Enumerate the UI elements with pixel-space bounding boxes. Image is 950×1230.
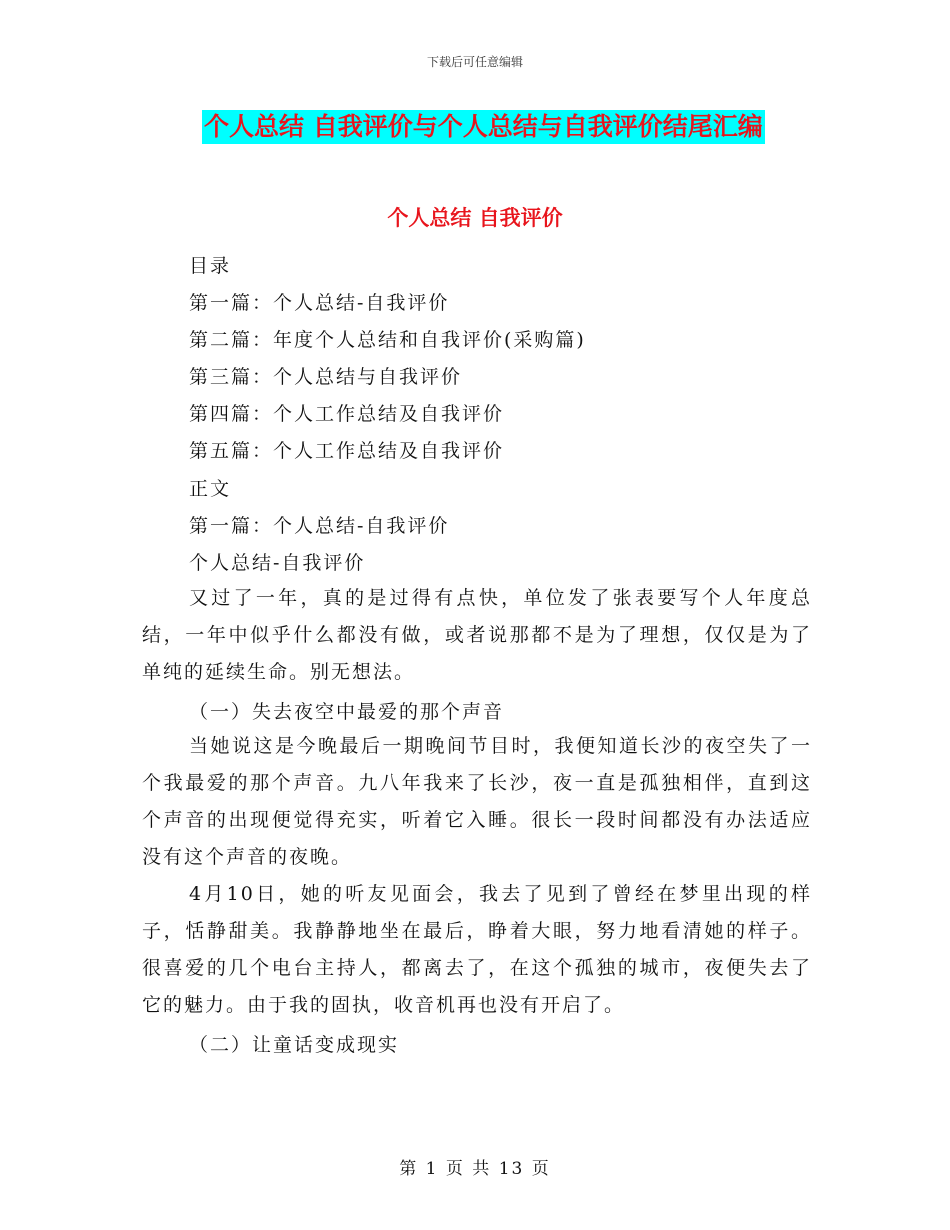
paragraph: 又过了一年，真的是过得有点快，单位发了张表要写个人年度总结，一年中似乎什么都没有做，或者说那都不是为了理想，仅仅是为了单纯的延续生命。别无想法。: [142, 587, 812, 683]
toc-item: 第四篇：个人工作总结及自我评价: [189, 403, 505, 425]
paragraph: 当她说这是今晚最后一期晚间节目时，我便知道长沙的夜空失了一个我最爱的那个声音。九八年我来了长沙，夜一直是孤独相伴，直到这个声音的出现便觉得充实，听着它入睡。很长一段时间都没有办法适应没有这个声音的夜晚。: [142, 735, 812, 868]
page-footer: 第 1 页 共 13 页: [399, 1159, 551, 1179]
subsection-title: 个人总结-自我评价: [189, 552, 366, 574]
toc-item: 第三篇：个人总结与自我评价: [189, 366, 463, 388]
chapter-title: 第一篇：个人总结-自我评价: [189, 515, 450, 537]
header-note: 下载后可任意编辑: [426, 55, 523, 69]
paragraph-heading: （二）让童话变成现实: [189, 1034, 400, 1056]
toc-item: 第一篇：个人总结-自我评价: [189, 292, 450, 314]
toc-item: 第五篇：个人工作总结及自我评价: [189, 440, 505, 462]
paragraph: 4月10日，她的听友见面会，我去了见到了曾经在梦里出现的样子，恬静甜美。我静静地坐在最后，睁着大眼，努力地看清她的样子。很喜爱的几个电台主持人，都离去了，在这个孤独的城市，夜便失去了它的魅力。由于我的固执，收音机再也没有开启了。: [142, 883, 812, 1016]
section-title: 个人总结 自我评价: [387, 206, 563, 230]
document-title: 个人总结 自我评价与个人总结与自我评价结尾汇编: [202, 110, 765, 144]
paragraph-heading: （一）失去夜空中最爱的那个声音: [189, 701, 505, 723]
toc-item: 第二篇：年度个人总结和自我评价(采购篇): [189, 329, 586, 351]
body-label: 正文: [189, 478, 232, 500]
toc-heading: 目录: [189, 255, 232, 277]
